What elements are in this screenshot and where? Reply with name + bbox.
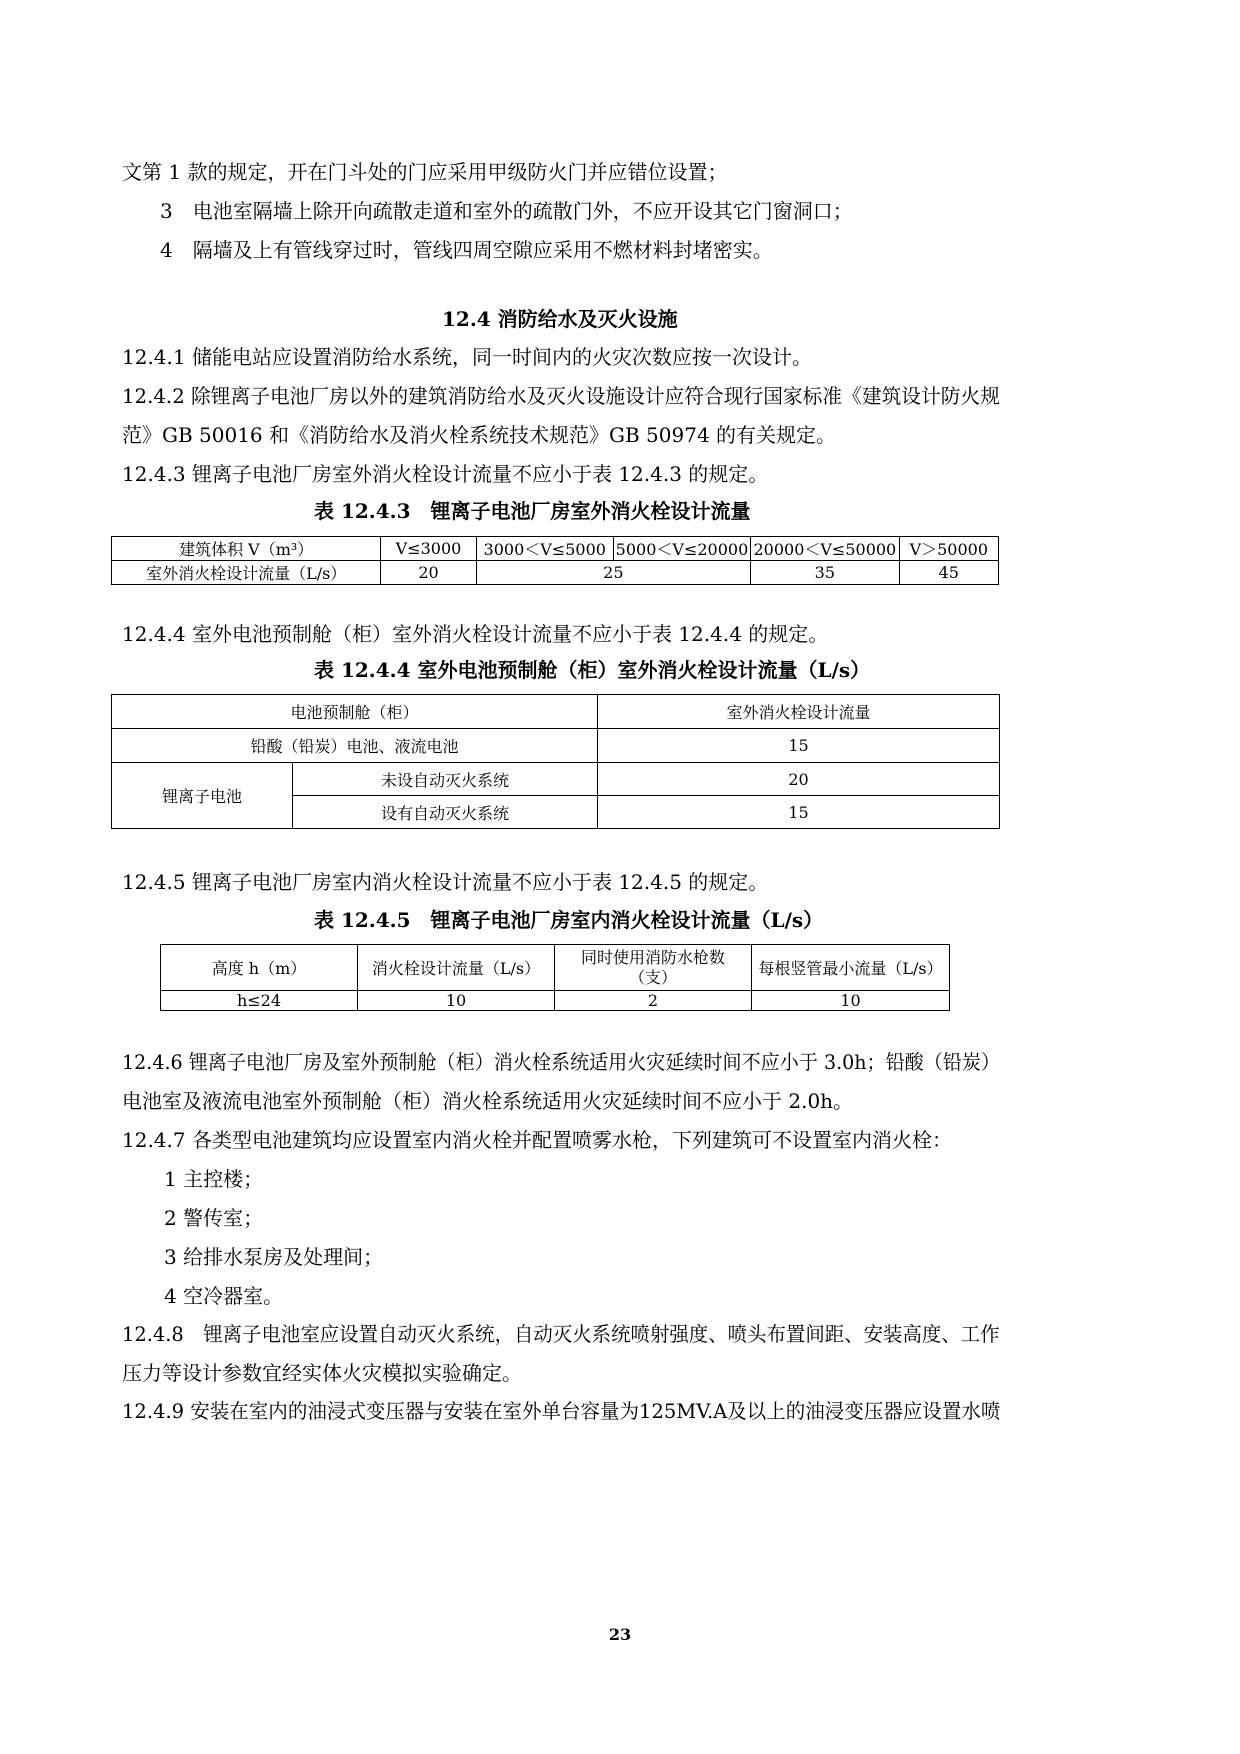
table-12-4-5 [160,944,950,1011]
table1-header-col: 20000＜V≤50000 [751,537,900,561]
clause-12-4-8-line2: 压力等设计参数宜经实体火灾模拟实验确定。 [122,1361,522,1385]
list-item: 4 空冷器室。 [164,1284,284,1308]
clause-12-4-1: 12.4.1 储能电站应设置消防给水系统，同一时间内的火灾次数应按一次设计。 [122,345,812,369]
table3-cell: 2 [555,991,752,1011]
table2-header-cabin: 电池预制舱（柜） [112,695,598,729]
list-item-3: 3 电池室隔墙上除开向疏散走道和室外的疏散门外，不应开设其它门窗洞口； [160,199,853,223]
list-item: 3 给排水泵房及处理间； [164,1245,384,1269]
table2-cell: 20 [598,763,1000,796]
table3-header-height: 高度 h（m） [161,945,358,991]
clause-12-4-2-line2: 范》GB 50016 和《消防给水及消火栓系统技术规范》GB 50974 的有关规定。 [122,423,837,447]
section-heading: 12.4 消防给水及灭火设施 [442,307,678,331]
table1-header-col: V≤3000 [381,537,476,561]
table2-cell: 15 [598,729,1000,763]
clause-12-4-5: 12.4.5 锂离子电池厂房室内消火栓设计流量不应小于表 12.4.5 的规定。 [122,870,769,894]
table1-header-volume: 建筑体积 V（m³） [112,537,381,561]
table1-header-col: V＞50000 [899,537,998,561]
table3-header-min-flow: 每根竖管最小流量（L/s） [752,945,950,991]
page-number: 23 [608,1625,632,1644]
list-item: 1 主控楼； [164,1167,264,1191]
clause-12-4-4: 12.4.4 室外电池预制舱（柜）室外消火栓设计流量不应小于表 12.4.4 的规定。 [122,622,829,646]
table1-header-col: 5000＜V≤20000 [613,537,750,561]
table-12-4-3-caption: 表 12.4.3 锂离子电池厂房室外消火栓设计流量 [314,499,751,523]
table1-cell: 25 [476,561,750,585]
table2-sub-no-system: 未设自动灭火系统 [293,763,598,796]
clause-12-4-8-line1: 12.4.8 锂离子电池室应设置自动灭火系统，自动灭火系统喷射强度、喷头布置间距、安装高度、工作 [122,1322,1000,1346]
table2-cell: 15 [598,796,1000,829]
paragraph-continuation: 文第 1 款的规定，开在门斗处的门应采用甲级防火门并应错位设置； [122,160,728,184]
clause-12-4-9: 12.4.9 安装在室内的油浸式变压器与安装在室外单台容量为125MV.A及以上的油浸变压器应设置水喷 [122,1399,1001,1423]
clause-12-4-7: 12.4.7 各类型电池建筑均应设置室内消火栓并配置喷雾水枪，下列建筑可不设置室内消火栓： [122,1128,952,1152]
clause-12-4-3: 12.4.3 锂离子电池厂房室外消火栓设计流量不应小于表 12.4.3 的规定。 [122,462,769,486]
table-12-4-4-caption: 表 12.4.4 室外电池预制舱（柜）室外消火栓设计流量（L/s） [314,658,871,682]
clause-12-4-6-line1: 12.4.6 锂离子电池厂房及室外预制舱（柜）消火栓系统适用火灾延续时间不应小于 3.0h；铅酸（铅炭） [122,1050,1001,1074]
table1-header-col: 3000＜V≤5000 [476,537,613,561]
table3-header-nozzles-line1: 同时使用消防水枪数 [580,947,725,967]
table1-cell: 45 [899,561,998,585]
table1-row-label: 室外消火栓设计流量（L/s） [112,561,381,585]
table1-cell: 20 [381,561,476,585]
table3-cell: 10 [752,991,950,1011]
table3-cell: h≤24 [161,991,358,1011]
clause-12-4-6-line2: 电池室及液流电池室外预制舱（柜）消火栓系统适用火灾延续时间不应小于 2.0h。 [122,1089,854,1113]
clause-12-4-2-line1: 12.4.2 除锂离子电池厂房以外的建筑消防给水及灭火设施设计应符合现行国家标准《建筑设计防火规 [122,384,1000,408]
table-12-4-3 [111,536,999,585]
table2-header-flow: 室外消火栓设计流量 [598,695,1000,729]
table3-header-nozzles-line2: （支） [628,967,677,987]
list-item: 2 警传室； [164,1206,264,1230]
table2-sub-with-system: 设有自动灭火系统 [293,796,598,829]
list-item-4: 4 隔墙及上有管线穿过时，管线四周空隙应采用不燃材料封堵密实。 [160,238,773,262]
table1-cell: 35 [751,561,900,585]
table3-header-flow: 消火栓设计流量（L/s） [358,945,555,991]
table2-row-lead-acid: 铅酸（铅炭）电池、液流电池 [112,729,598,763]
table-12-4-5-caption: 表 12.4.5 锂离子电池厂房室内消火栓设计流量（L/s） [314,908,824,932]
table3-cell: 10 [358,991,555,1011]
table3-header-nozzles [555,945,752,991]
table2-group-lithium: 锂离子电池 [112,763,293,829]
table-12-4-4 [111,694,1000,829]
